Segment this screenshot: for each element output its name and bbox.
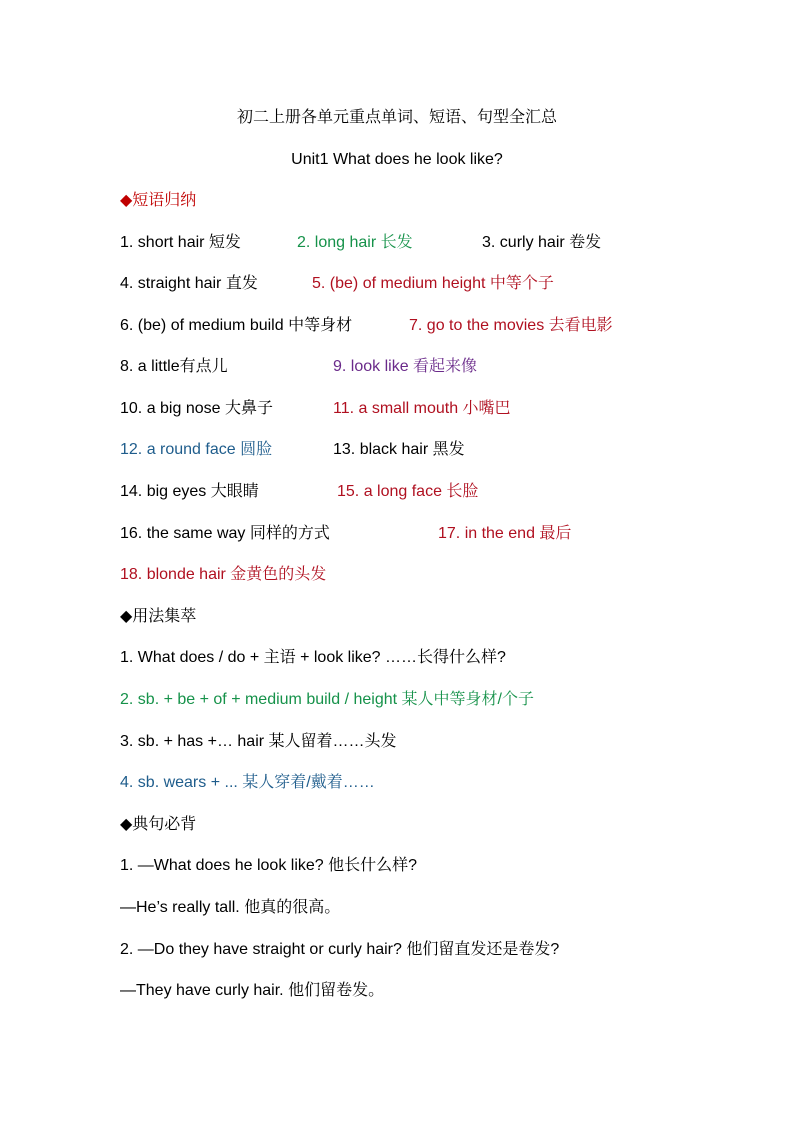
- phrase-item: 2. long hair 长发: [297, 234, 413, 251]
- sentences-heading: ◆典句必背: [120, 816, 197, 833]
- usage-item: 4. sb. wears + ... 某人穿着/戴着……: [120, 774, 375, 791]
- phrase-item: 14. big eyes 大眼睛: [120, 483, 259, 500]
- usage-item: 3. sb. + has +… hair 某人留着……头发: [120, 733, 397, 750]
- usage-item: 1. What does / do + 主语 + look like? ……长得什么样?: [120, 649, 506, 666]
- usage-heading: ◆用法集萃: [120, 608, 197, 625]
- phrases-heading: ◆短语归纳: [120, 192, 197, 209]
- phrase-item: 9. look like 看起来像: [333, 358, 478, 375]
- document-title: 初二上册各单元重点单词、短语、句型全汇总: [236, 109, 557, 126]
- sentence-item: —He’s really tall. 他真的很高。: [120, 899, 341, 916]
- phrase-item: 6. (be) of medium build 中等身材: [120, 317, 353, 334]
- sentence-item: 2. —Do they have straight or curly hair? 他们留直发还是卷发?: [120, 941, 560, 958]
- phrase-item: 15. a long face 长脸: [337, 483, 479, 500]
- phrase-item: 4. straight hair 直发: [120, 275, 258, 292]
- phrase-item: 7. go to the movies 去看电影: [409, 317, 613, 334]
- usage-item: 2. sb. + be + of + medium build / height 某人中等身材/个子: [120, 691, 534, 708]
- phrase-item: 1. short hair 短发: [120, 234, 241, 251]
- phrase-item: 11. a small mouth 小嘴巴: [333, 400, 511, 417]
- phrase-item: 12. a round face 圆脸: [120, 441, 273, 458]
- phrase-item: 3. curly hair 卷发: [482, 234, 602, 251]
- sentence-item: 1. —What does he look like? 他长什么样?: [120, 857, 418, 874]
- phrase-item: 16. the same way 同样的方式: [120, 525, 330, 542]
- sentence-item: —They have curly hair. 他们留卷发。: [120, 982, 385, 999]
- unit-title: Unit1 What does he look like?: [291, 151, 503, 168]
- phrase-item: 5. (be) of medium height 中等个子: [312, 275, 554, 292]
- phrase-item: 8. a little有点儿: [120, 358, 228, 375]
- phrase-item: 10. a big nose 大鼻子: [120, 400, 273, 417]
- phrase-item: 17. in the end 最后: [438, 525, 572, 542]
- phrase-item: 18. blonde hair 金黄色的头发: [120, 566, 327, 583]
- phrase-item: 13. black hair 黑发: [333, 441, 465, 458]
